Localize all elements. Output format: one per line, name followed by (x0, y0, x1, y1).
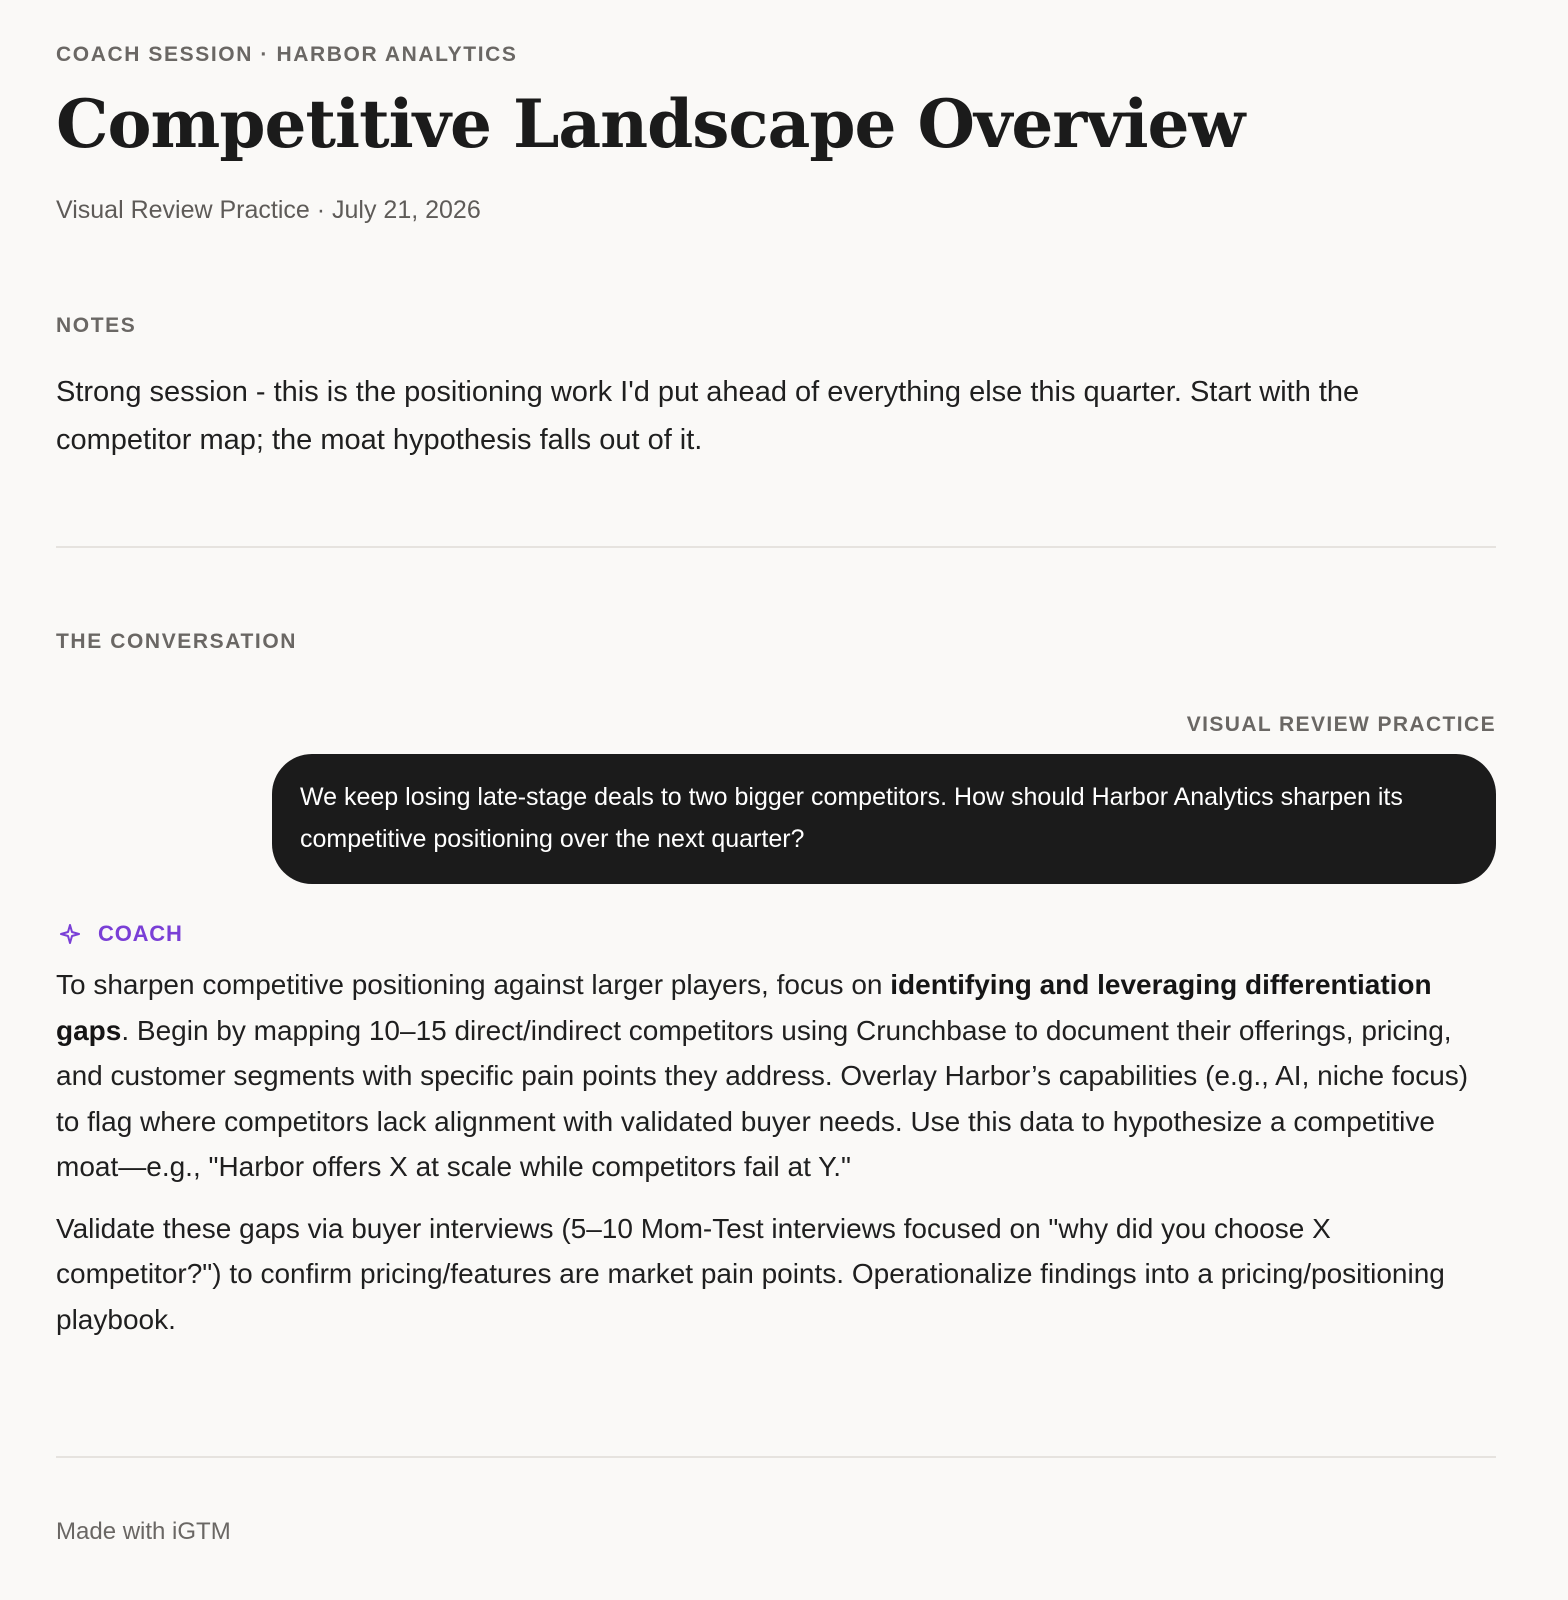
footer-credit: Made with iGTM (56, 1518, 231, 1545)
coach-message (56, 962, 1486, 1342)
session-eyebrow: COACH SESSION · HARBOR ANALYTICS (56, 43, 518, 66)
divider (56, 546, 1496, 548)
coach-header (60, 921, 183, 947)
notes-text: Strong session - this is the positioning work I'd put ahead of everything else this quarter. Start with the competitor map; the moat hypothesis falls out of it. (56, 376, 1360, 456)
conversation-label: THE CONVERSATION (56, 630, 298, 653)
user-speaker-label: VISUAL REVIEW PRACTICE (1186, 713, 1496, 736)
session-subtitle: Visual Review Practice · July 21, 2026 (56, 196, 481, 224)
coach-paragraph-2: Validate these gaps via buyer interviews (5–10 Mom-Test interviews focused on "why did you choose X competitor?") to confirm pricing/features are market pain points. Operationalize findings into a pricing/positioning playbook. (56, 1212, 1445, 1335)
coach-speaker-label: COACH (98, 921, 183, 946)
coach-p1-emphasis: identifying and leveraging differentiation gaps (56, 969, 1432, 1046)
coach-paragraph-1 (56, 962, 1486, 1190)
user-message-bubble: We keep losing late-stage deals to two bigger competitors. How should Harbor Analytics sharpen its competitive positioning over the next quarter? (272, 754, 1496, 884)
divider (56, 1456, 1496, 1458)
coach-p1-intro: To sharpen competitive positioning against larger players, focus on (56, 969, 891, 1000)
coach-p1-rest: . Begin by mapping 10–15 direct/indirect competitors using Crunchbase to document their offerings, pricing, and customer segments with specific pain points they address. Overlay Harbor’s capabilities (e.g., AI, niche focus) to flag where competitors lack alignment with validated buyer needs. Use this data to hypothesize a competitive moat—e.g., "Harbor offers X at scale while competitors fail at Y." (56, 1014, 1469, 1182)
notes-label: NOTES (56, 314, 137, 337)
page-title: Competitive Landscape Overview (56, 85, 1245, 163)
sparkle-icon (60, 924, 80, 944)
